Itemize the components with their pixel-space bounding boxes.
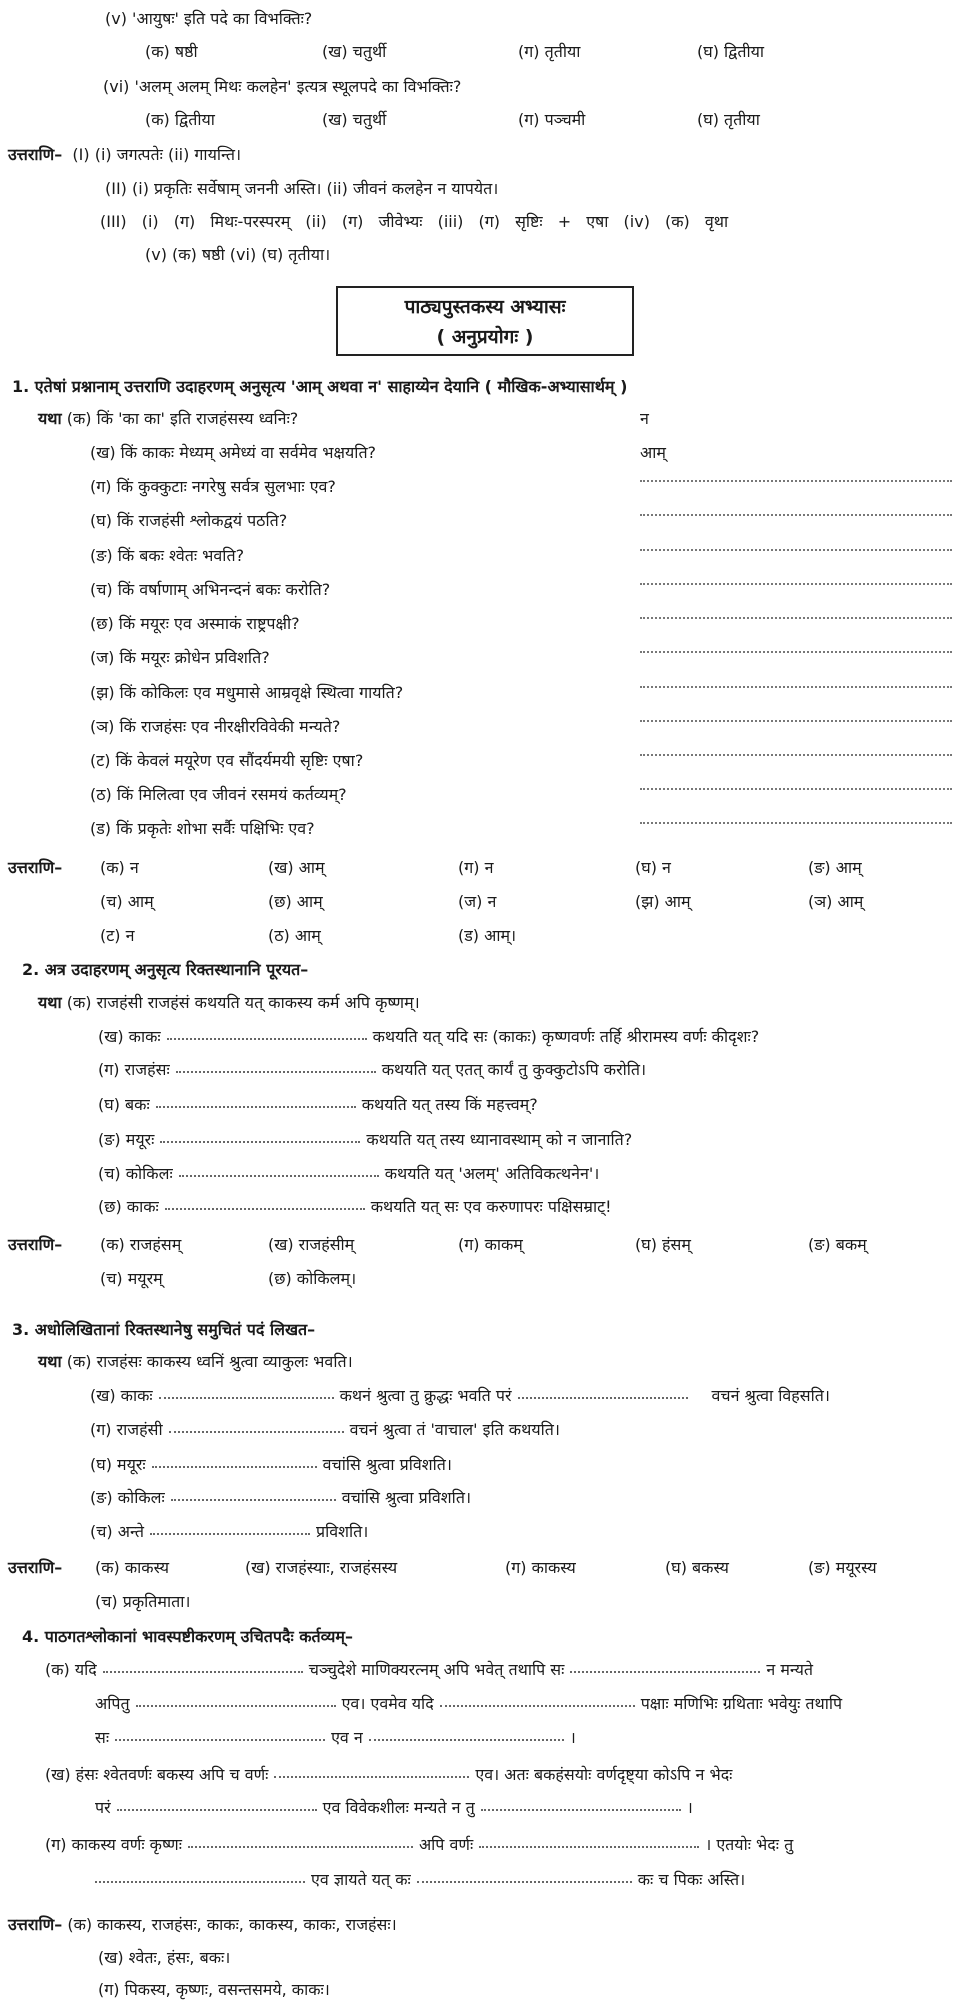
answer-blank[interactable] — [640, 744, 952, 756]
item-text: अपितु — [95, 1694, 130, 1713]
answer-blank[interactable] — [171, 1487, 336, 1501]
exercise-2-item — [98, 1129, 632, 1151]
question-text: (ड) किं प्रकृतेः शोभा सर्वैः पक्षिभिः एव? — [90, 819, 315, 838]
exercise-2-item — [98, 1094, 538, 1116]
answer-item: (ग) काकस्य — [505, 1558, 576, 1577]
question-text: (च) किं वर्षाणाम् अभिनन्दनं बकः करोति? — [90, 580, 331, 599]
option: (ख) चतुर्थी — [322, 110, 387, 129]
answer-blank[interactable] — [640, 641, 952, 653]
answer-blank[interactable] — [160, 1129, 360, 1143]
answer-item: (घ) न — [635, 858, 671, 877]
item-suffix: वचांसि श्रुत्वा प्रविशति। — [341, 1488, 472, 1507]
answers-label: उत्तराणि– — [8, 145, 63, 164]
answer-item: (v) (क) षष्ठी (vi) (घ) तृतीया। — [145, 245, 331, 264]
question-text: (ङ) किं बकः श्वेतः भवति? — [90, 546, 245, 565]
answer-item: (II) (i) प्रकृतिः सर्वेषाम् जननी अस्ति। (ii) जीवनं कलहेन न यापयेत। — [105, 179, 499, 198]
answer-blank[interactable] — [165, 1196, 365, 1210]
item-suffix: वचनं श्रुत्वा तं 'वाचाल' इति कथयति। — [349, 1420, 560, 1439]
answer-blank[interactable] — [417, 1869, 632, 1883]
exercise-4-kh-line2 — [95, 1797, 693, 1819]
answer-blank[interactable] — [156, 1094, 356, 1108]
answer-blank[interactable] — [95, 1869, 305, 1883]
answer-blank[interactable] — [369, 1727, 564, 1741]
exercise-4-g — [45, 1834, 793, 1856]
example-label: यथा — [38, 1352, 62, 1371]
item-prefix: (घ) बकः — [98, 1095, 150, 1114]
answers-previous — [8, 144, 241, 166]
question-v — [105, 8, 312, 30]
item-prefix: (ख) काकः — [98, 1027, 161, 1046]
item-middle: कथनं श्रुत्वा तु क्रुद्धः भवति परं — [339, 1386, 512, 1405]
question-vi — [103, 76, 461, 98]
answers-label: उत्तराणि– — [8, 1235, 63, 1254]
item-prefix: (ङ) मयूरः — [98, 1130, 155, 1149]
exercise-2-item — [98, 1026, 759, 1048]
answer-item: (ग) न — [458, 858, 494, 877]
item-text: । — [686, 1798, 693, 1817]
question-text: 'आयुषः' इति पदे का विभक्तिः? — [132, 9, 313, 28]
answer-value: आम् — [640, 443, 666, 462]
question-text: (क) किं 'का का' इति राजहंसस्य ध्वनिः? — [66, 409, 299, 428]
option: (क) षष्ठी — [145, 42, 198, 61]
answer-blank[interactable] — [440, 1693, 635, 1707]
answer-blank[interactable] — [274, 1764, 469, 1778]
answer-item: (छ) कोकिलम्। — [268, 1269, 357, 1288]
answer-item: (ङ) बकम् — [808, 1235, 867, 1254]
answer-blank[interactable] — [570, 1659, 760, 1673]
answer-item: (ङ) आम् — [808, 858, 862, 877]
item-prefix: (ग) राजहंसः — [98, 1060, 170, 1079]
answer-blank[interactable] — [640, 812, 952, 824]
answers-label: उत्तराणि– — [8, 1915, 63, 1934]
answer-blank[interactable] — [640, 607, 952, 619]
example-text: (क) राजहंसी राजहंसं कथयति यत् काकस्य कर्म अपि कृष्णम्। — [66, 993, 420, 1012]
option: (घ) द्वितीया — [697, 42, 765, 61]
answer-blank[interactable] — [169, 1419, 344, 1433]
exercise-4-kh — [45, 1764, 732, 1786]
answer-item: (च) मयूरम् — [100, 1269, 163, 1288]
item-text: एव विवेकशीलः मन्यते न तु — [322, 1798, 475, 1817]
item-label: (ख) — [45, 1765, 71, 1784]
answer-item: (क) काकस्य, राजहंसः, काकः, काकस्य, काकः, राजहंसः। — [67, 1915, 397, 1934]
answer-item: (ख) श्वेतः, हंसः, बकः। — [98, 1948, 231, 1967]
answer-blank[interactable] — [640, 573, 952, 585]
option: (ग) तृतीया — [518, 42, 581, 61]
answer-blank[interactable] — [159, 1385, 334, 1399]
exercise-4-heading: 4. पाठगतश्लोकानां भावस्पष्टीकरणम् उचितपदैः कर्तव्यम्– — [22, 1627, 353, 1646]
item-suffix: कथयति यत् तस्य ध्यानावस्थाम् को न जानाति? — [366, 1130, 633, 1149]
exercise-3-item — [90, 1419, 560, 1441]
item-text: न मन्यते — [766, 1660, 814, 1679]
item-text: । — [569, 1728, 576, 1747]
answer-item: (III) (i) (ग) मिथः-परस्परम् (ii) (ग) जीवेभ्यः (iii) (ग) सृष्टिः + एषा (iv) (क) वृथा — [100, 212, 729, 231]
answer-blank[interactable] — [640, 539, 952, 551]
answer-item: (ख) आम् — [268, 858, 325, 877]
section-title-box — [336, 286, 634, 356]
answer-item: (ठ) आम् — [268, 926, 321, 945]
exercise-4-g-line2 — [95, 1869, 745, 1891]
answer-item: (घ) हंसम् — [635, 1235, 691, 1254]
answer-item: (ट) न — [100, 926, 135, 945]
answer-item: (छ) आम् — [268, 892, 323, 911]
item-label: (क) यदि — [45, 1660, 97, 1679]
item-suffix: प्रविशति। — [316, 1522, 369, 1541]
answer-blank[interactable] — [176, 1059, 376, 1073]
item-text: एव न — [331, 1728, 363, 1747]
answer-item: (क) राजहंसम् — [100, 1235, 182, 1254]
item-label: (ग) — [45, 1835, 67, 1854]
item-text: एव। अतः बकहंसयोः वर्णदृष्ट्या कोऽपि न भेदः — [475, 1765, 733, 1784]
item-text: चञ्चुदेशे माणिक्यरत्नम् अपि भवेत् तथापि सः — [308, 1660, 565, 1679]
answer-item: (ख) राजहंस्याः, राजहंसस्य — [245, 1558, 398, 1577]
item-text: पक्षाः मणिभिः ग्रथिताः भवेयुः तथापि — [640, 1694, 843, 1713]
answer-value: न — [640, 409, 649, 428]
item-text: काकस्य वर्णः कृष्णः — [71, 1835, 182, 1854]
question-text: (ख) किं काकः मेध्यम् अमेध्यं वा सर्वमेव भक्षयति? — [90, 443, 377, 462]
answer-item: (ग) पिकस्य, कृष्णः, वसन्तसमये, काकः। — [98, 1980, 330, 1999]
question-text: (घ) किं राजहंसी श्लोकद्वयं पठति? — [90, 511, 288, 530]
question-number: (vi) — [103, 77, 130, 96]
answer-item: (झ) आम् — [635, 892, 691, 911]
answer-blank[interactable] — [150, 1521, 310, 1535]
item-prefix: (च) अन्ते — [90, 1522, 145, 1541]
item-text: एव। एवमेव यदि — [341, 1694, 434, 1713]
exercise-2-item — [98, 1163, 599, 1185]
item-suffix: कथयति यत् तस्य किं महत्त्वम्? — [361, 1095, 538, 1114]
item-suffix: कथयति यत् सः एव करुणापरः पक्षिसम्राट्! — [370, 1197, 612, 1216]
answer-blank[interactable] — [640, 710, 952, 722]
item-prefix: (ग) राजहंसी — [90, 1420, 163, 1439]
answer-item: (ड) आम्। — [458, 926, 517, 945]
option: (ख) चतुर्थी — [322, 42, 387, 61]
answer-item: (च) आम् — [100, 892, 154, 911]
item-suffix: वचांसि श्रुत्वा प्रविशति। — [322, 1455, 452, 1474]
exercise-4-k-line3 — [95, 1727, 576, 1749]
answer-item: (क) काकस्य — [95, 1558, 170, 1577]
example-label: यथा — [38, 409, 62, 428]
section-title: पाठ्यपुस्तकस्य अभ्यासः — [404, 296, 566, 318]
exercise-4-k — [45, 1659, 813, 1681]
question-number: (v) — [105, 9, 127, 28]
answer-blank[interactable] — [117, 1797, 317, 1811]
item-text: सः — [95, 1728, 110, 1747]
item-text: । एतयोः भेदः तु — [705, 1835, 794, 1854]
item-text: परं — [95, 1798, 111, 1817]
exercise-3-item — [90, 1487, 471, 1509]
answer-blank[interactable] — [115, 1727, 325, 1741]
answer-item: (ग) काकम् — [458, 1235, 523, 1254]
exercise-3-heading: 3. अधोलिखितानां रिक्तस्थानेषु समुचितं पदं लिखत– — [12, 1320, 316, 1339]
exercise-1-heading: 1. एतेषां प्रश्नानाम् उत्तराणि उदाहरणम् अनुसृत्य 'आम् अथवा न' साहाय्येन देयानि ( मौखिक-अभ्यासार्थम् ) — [12, 377, 628, 396]
question-text: (ग) किं कुक्कुटाः नगरेषु सर्वत्र सुलभाः एव? — [90, 477, 336, 496]
item-suffix: कथयति यत् 'अलम्' अतिविकत्थनेन'। — [384, 1164, 600, 1183]
exercise-2-heading: 2. अत्र उदाहरणम् अनुसृत्य रिक्तस्थानानि पूरयत– — [22, 960, 309, 979]
section-subtitle: ( अनुप्रयोगः ) — [436, 326, 534, 348]
question-text: (ञ) किं राजहंसः एव नीरक्षीरविवेकी मन्यते? — [90, 717, 341, 736]
item-prefix: (ङ) कोकिलः — [90, 1488, 165, 1507]
item-text: एव ज्ञायते यत् कः — [311, 1870, 411, 1889]
exercise-4-answers — [8, 1914, 397, 1936]
answer-blank[interactable] — [481, 1797, 681, 1811]
answer-blank[interactable] — [518, 1385, 688, 1399]
item-prefix: (ख) काकः — [90, 1386, 153, 1405]
answers-label: उत्तराणि– — [8, 858, 63, 877]
option: (घ) तृतीया — [697, 110, 760, 129]
question-text: (ठ) किं मिलित्वा एव जीवनं रसमयं कर्तव्यम्? — [90, 785, 347, 804]
question-text: (छ) किं मयूरः एव अस्माकं राष्ट्रपक्षी? — [90, 614, 300, 633]
answer-blank[interactable] — [167, 1026, 367, 1040]
answers-label: उत्तराणि– — [8, 1558, 63, 1577]
exercise-4-k-line2 — [95, 1693, 842, 1715]
example-label: यथा — [38, 993, 62, 1012]
answer-item: (च) प्रकृतिमाता। — [95, 1592, 191, 1611]
answer-blank[interactable] — [136, 1693, 336, 1707]
option: (ग) पञ्चमी — [518, 110, 586, 129]
exercise-1-example — [38, 408, 298, 430]
exercise-3-example — [38, 1351, 353, 1373]
answer-item: (ख) राजहंसीम् — [268, 1235, 355, 1254]
answer-blank[interactable] — [152, 1454, 317, 1468]
example-text: (क) राजहंसः काकस्य ध्वनिं श्रुत्वा व्याकुलः भवति। — [66, 1352, 353, 1371]
question-text: (ट) किं केवलं मयूरेण एव सौंदर्यमयी सृष्टिः एषा? — [90, 751, 364, 770]
answer-blank[interactable] — [479, 1834, 699, 1848]
question-text: (झ) किं कोकिलः एव मधुमासे आम्रवृक्षे स्थित्वा गायति? — [90, 683, 404, 702]
item-prefix: (च) कोकिलः — [98, 1164, 173, 1183]
exercise-3-item — [90, 1385, 830, 1407]
answer-blank[interactable] — [640, 470, 952, 482]
answer-item: (ज) न — [458, 892, 497, 911]
question-text: 'अलम् अलम् मिथः कलहेन' इत्यत्र स्थूलपदे का विभक्तिः? — [134, 77, 462, 96]
answer-blank[interactable] — [179, 1163, 379, 1177]
item-prefix: (घ) मयूरः — [90, 1455, 146, 1474]
exercise-2-item — [98, 1196, 612, 1218]
answer-item: (I) (i) जगत्पतेः (ii) गायन्ति। — [72, 145, 242, 164]
answer-blank[interactable] — [640, 778, 952, 790]
exercise-3-item — [90, 1454, 452, 1476]
item-suffix: कथयति यत् यदि सः (काकः) कृष्णवर्णः तर्हि श्रीरामस्य वर्णः कीदृशः? — [372, 1027, 760, 1046]
exercise-3-item — [90, 1521, 368, 1543]
item-suffix: वचनं श्रुत्वा विहसति। — [711, 1386, 830, 1405]
exercise-2-example — [38, 992, 420, 1014]
item-prefix: (छ) काकः — [98, 1197, 159, 1216]
item-suffix: कथयति यत् एतत् कार्यं तु कुक्कुटोऽपि करोति। — [381, 1060, 647, 1079]
item-text: अपि वर्णः — [418, 1835, 474, 1854]
answer-item: (घ) बकस्य — [665, 1558, 729, 1577]
item-text: हंसः श्वेतवर्णः बकस्य अपि च वर्णः — [75, 1765, 269, 1784]
exercise-2-item — [98, 1059, 646, 1081]
item-text: कः च पिकः अस्ति। — [637, 1870, 746, 1889]
option: (क) द्वितीया — [145, 110, 215, 129]
answer-item: (ञ) आम् — [808, 892, 864, 911]
answer-blank[interactable] — [640, 504, 952, 516]
question-text: (ज) किं मयूरः क्रोधेन प्रविशति? — [90, 648, 270, 667]
answer-blank[interactable] — [188, 1834, 413, 1848]
answer-blank[interactable] — [640, 676, 952, 688]
answer-item: (ङ) मयूरस्य — [808, 1558, 877, 1577]
answer-blank[interactable] — [103, 1659, 303, 1673]
answer-item: (क) न — [100, 858, 139, 877]
